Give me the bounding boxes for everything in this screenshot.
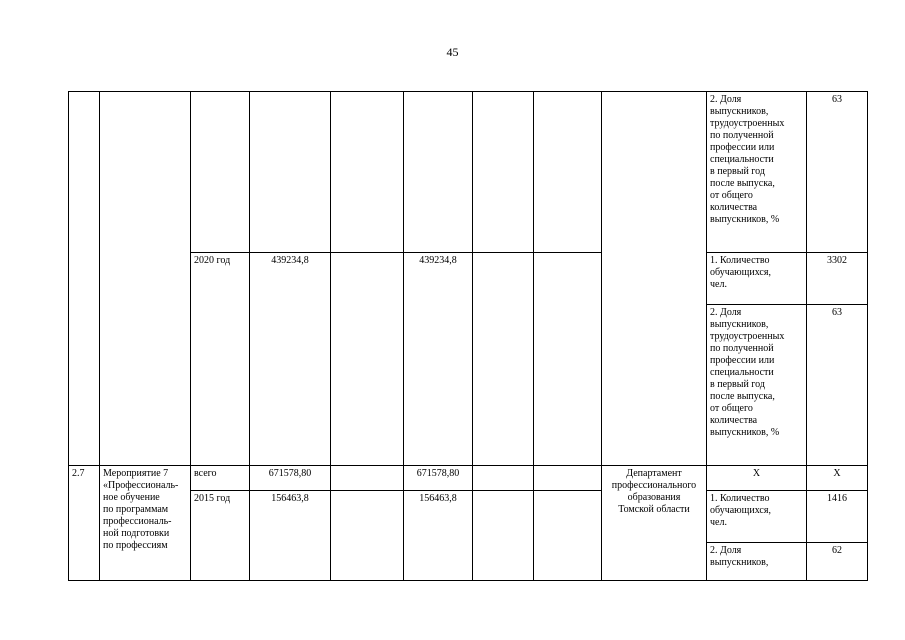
cell-local [473,253,534,466]
cell-regional: 671578,80 [404,466,473,491]
cell-other [534,92,602,253]
cell-other [534,466,602,491]
cell-federal [331,466,404,491]
cell-regional [404,92,473,253]
cell-total: 156463,8 [250,491,331,581]
cell-total: 439234,8 [250,253,331,466]
indicator-share-value: 63 [807,305,868,466]
cell-other [534,253,602,466]
indicator-share: 2. Доля выпускников, трудоустроенных по полученной профессии или специальности в первый год после выпуска, от общего количества выпускников, % [707,92,807,253]
cell-federal [331,253,404,466]
cell-executor [602,92,707,466]
cell-regional: 156463,8 [404,491,473,581]
cell-total: 671578,80 [250,466,331,491]
cell-local [473,92,534,253]
cell-regional: 439234,8 [404,253,473,466]
cell-num: 2.7 [69,466,100,581]
indicator-share-value: 63 [807,92,868,253]
cell-period: всего [191,466,250,491]
indicator-share: 2. Доля выпускников, трудоустроенных по полученной профессии или специальности в первый год после выпуска, от общего количества выпускников, % [707,305,807,466]
cell-name [100,92,191,466]
page-number: 45 [446,45,459,59]
cell-executor: Департамент профессионального образования Томской области [602,466,707,581]
indicator-share-value: 62 [807,543,868,581]
cell-num [69,92,100,466]
table-row [69,466,868,491]
indicator-count-value: 1416 [807,491,868,543]
cell-name: Мероприятие 7 «Профессиональ- ное обучение по программам профессиональ- ной подготовки по профессиям [100,466,191,581]
cell-local [473,466,534,491]
cell-federal [331,92,404,253]
indicator-share: 2. Доля выпускников, [707,543,807,581]
cell-other [534,491,602,581]
table-row [69,92,868,253]
indicator-count: 1. Количество обучающихся, чел. [707,491,807,543]
program-table [68,91,868,581]
cell-federal [331,491,404,581]
cell-period: 2020 год [191,253,250,466]
indicator-count-value: 3302 [807,253,868,305]
indicator-all-value: Х [807,466,868,491]
cell-period: 2015 год [191,491,250,581]
cell-period [191,92,250,253]
indicator-all: Х [707,466,807,491]
cell-local [473,491,534,581]
indicator-count: 1. Количество обучающихся, чел. [707,253,807,305]
cell-total [250,92,331,253]
